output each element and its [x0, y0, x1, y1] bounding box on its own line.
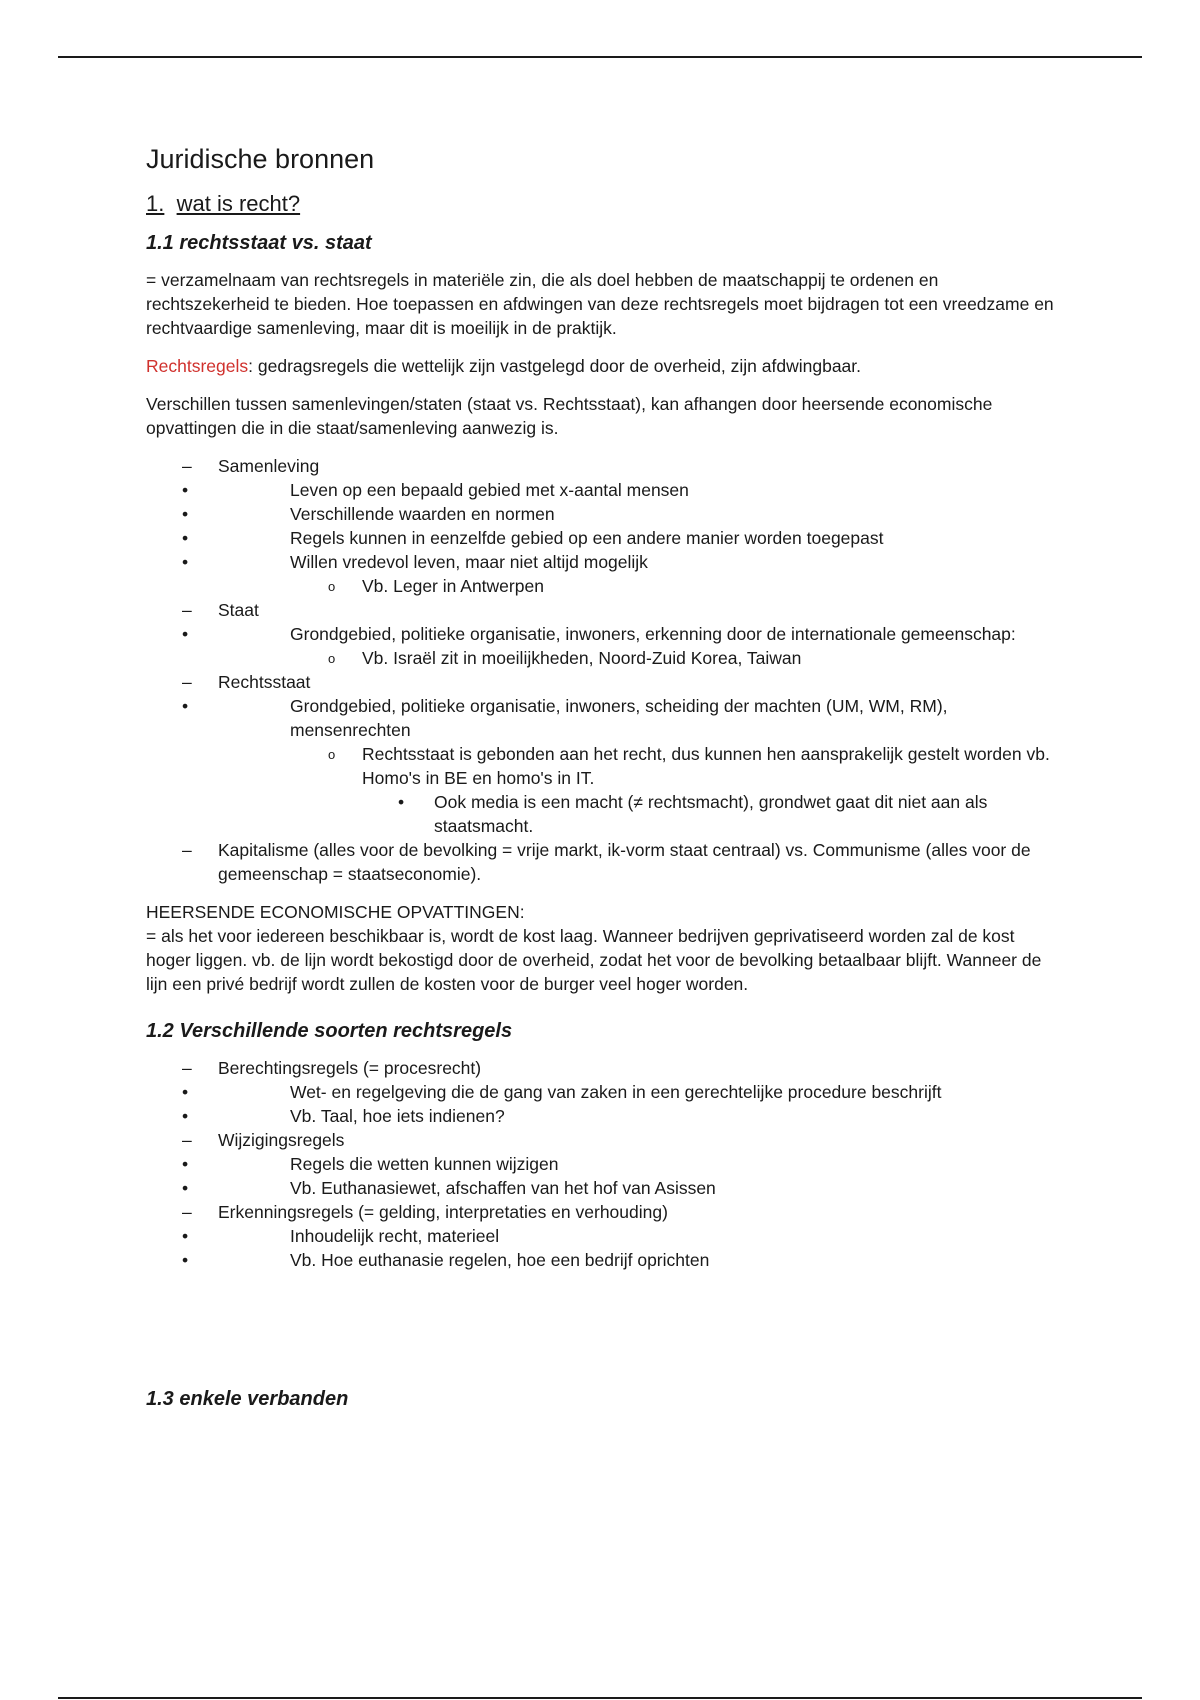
list-item	[218, 550, 1061, 598]
sub-list-item: o Vb. Israël zit in moeilijkheden, Noord-Zuid Korea, Taiwan	[290, 646, 1061, 670]
list-item: • Regels die wetten kunnen wijzigen	[218, 1152, 1061, 1176]
list-item-samenleving	[146, 454, 1061, 598]
list-item-rechtsstaat	[146, 670, 1061, 838]
group-label: Erkenningsregels (= gelding, interpretaties en verhouding)	[218, 1202, 668, 1222]
section-1-heading	[146, 190, 1061, 218]
list-item: • Wet- en regelgeving die de gang van zaken in een gerechtelijke procedure beschrijft	[218, 1080, 1061, 1104]
rechtsregels-definition: : gedragsregels die wettelijk zijn vastgelegd door de overheid, zijn afdwingbaar.	[248, 356, 862, 376]
list-item-staat	[146, 598, 1061, 670]
rechtsregels-paragraph	[146, 354, 1061, 378]
verschillen-paragraph: Verschillen tussen samenlevingen/staten (staat vs. Rechtsstaat), kan afhangen door heersende economische opvattingen die in die staat/samenleving aanwezig is.	[146, 394, 993, 438]
rechtsregels-term: Rechtsregels	[146, 356, 249, 376]
bottom-rule	[58, 1697, 1142, 1699]
section-1-2-heading: 1.2 Verschillende soorten rechtsregels	[146, 1020, 513, 1042]
sub-list-item	[290, 742, 1061, 838]
spacer	[146, 1286, 1061, 1386]
sub-list-item-text: Rechtsstaat is gebonden aan het recht, dus kunnen hen aansprakelijk gestelt worden vb. Homo's in BE en homo's in IT.	[362, 744, 1050, 788]
document-body	[146, 143, 1061, 1424]
list-item-berechtingsregels	[146, 1056, 1061, 1128]
sub-sub-list-item: • Ook media is een macht (≠ rechtsmacht), grondwet gaat dit niet aan als staatsmacht.	[362, 790, 1061, 838]
heersende-title: HEERSENDE ECONOMISCHE OPVATTINGEN:	[146, 902, 525, 922]
heersende-block	[146, 900, 1061, 996]
list-item-wijzigingsregels	[146, 1128, 1061, 1200]
list-item-text: Grondgebied, politieke organisatie, inwoners, scheiding der machten (UM, WM, RM), mensenrechten	[290, 696, 948, 740]
group-label: Wijzigingsregels	[218, 1130, 345, 1150]
list-item: • Inhoudelijk recht, materieel	[218, 1224, 1061, 1248]
rechtsstaat-list	[146, 454, 1061, 886]
list-item-erkenningsregels	[146, 1200, 1061, 1272]
list-item-kapitalisme: – Kapitalisme (alles voor de bevolking = vrije markt, ik-vorm staat centraal) vs. Communisme (alles voor de gemeenschap = staatseconomie).	[146, 838, 1061, 886]
list-item: • Vb. Euthanasiewet, afschaffen van het hof van Asissen	[218, 1176, 1061, 1200]
section-1-1-heading: 1.1 rechtsstaat vs. staat	[146, 232, 372, 254]
list-item-text: Grondgebied, politieke organisatie, inwoners, erkenning door de internationale gemeenschap:	[290, 624, 1016, 644]
list-item: • Regels kunnen in eenzelfde gebied op een andere manier worden toegepast	[218, 526, 1061, 550]
heersende-text: = als het voor iedereen beschikbaar is, wordt de kost laag. Wanneer bedrijven geprivatiseerd worden zal de kost hoger liggen. vb. de lijn wordt bekostigd door de overheid, zodat het voor de bevolking betaalbaar blijft. Wanneer de lijn een privé bedrijf wordt zullen de kosten voor de burger veel hoger worden.	[146, 926, 1042, 994]
staat-label: Staat	[218, 600, 259, 620]
list-item	[218, 694, 1061, 838]
sub-list-item: o Vb. Leger in Antwerpen	[290, 574, 1061, 598]
group-label: Berechtingsregels (= procesrecht)	[218, 1058, 482, 1078]
list-item	[218, 622, 1061, 670]
section-1-number: 1.	[146, 191, 165, 216]
list-item: • Leven op een bepaald gebied met x-aantal mensen	[218, 478, 1061, 502]
rechtsregels-soorten-list	[146, 1056, 1061, 1272]
rechtsstaat-label: Rechtsstaat	[218, 672, 311, 692]
list-item: • Vb. Taal, hoe iets indienen?	[218, 1104, 1061, 1128]
recht-definition: = verzamelnaam van rechtsregels in materiële zin, die als doel hebben de maatschappij te ordenen en rechtszekerheid te bieden. Hoe toepassen en afdwingen van deze rechtsregels moet bijdragen tot een vreedzame en rechtvaardige samenleving, maar dit is moeilijk in de praktijk.	[146, 270, 1054, 338]
samenleving-label: Samenleving	[218, 456, 320, 476]
list-item: • Vb. Hoe euthanasie regelen, hoe een bedrijf oprichten	[218, 1248, 1061, 1272]
list-item: • Verschillende waarden en normen	[218, 502, 1061, 526]
section-1-3-heading: 1.3 enkele verbanden	[146, 1388, 349, 1410]
document-title: Juridische bronnen	[146, 144, 375, 174]
list-item-text: Willen vredevol leven, maar niet altijd mogelijk	[290, 552, 648, 572]
section-1-title: wat is recht?	[176, 191, 301, 216]
top-rule	[58, 56, 1142, 58]
